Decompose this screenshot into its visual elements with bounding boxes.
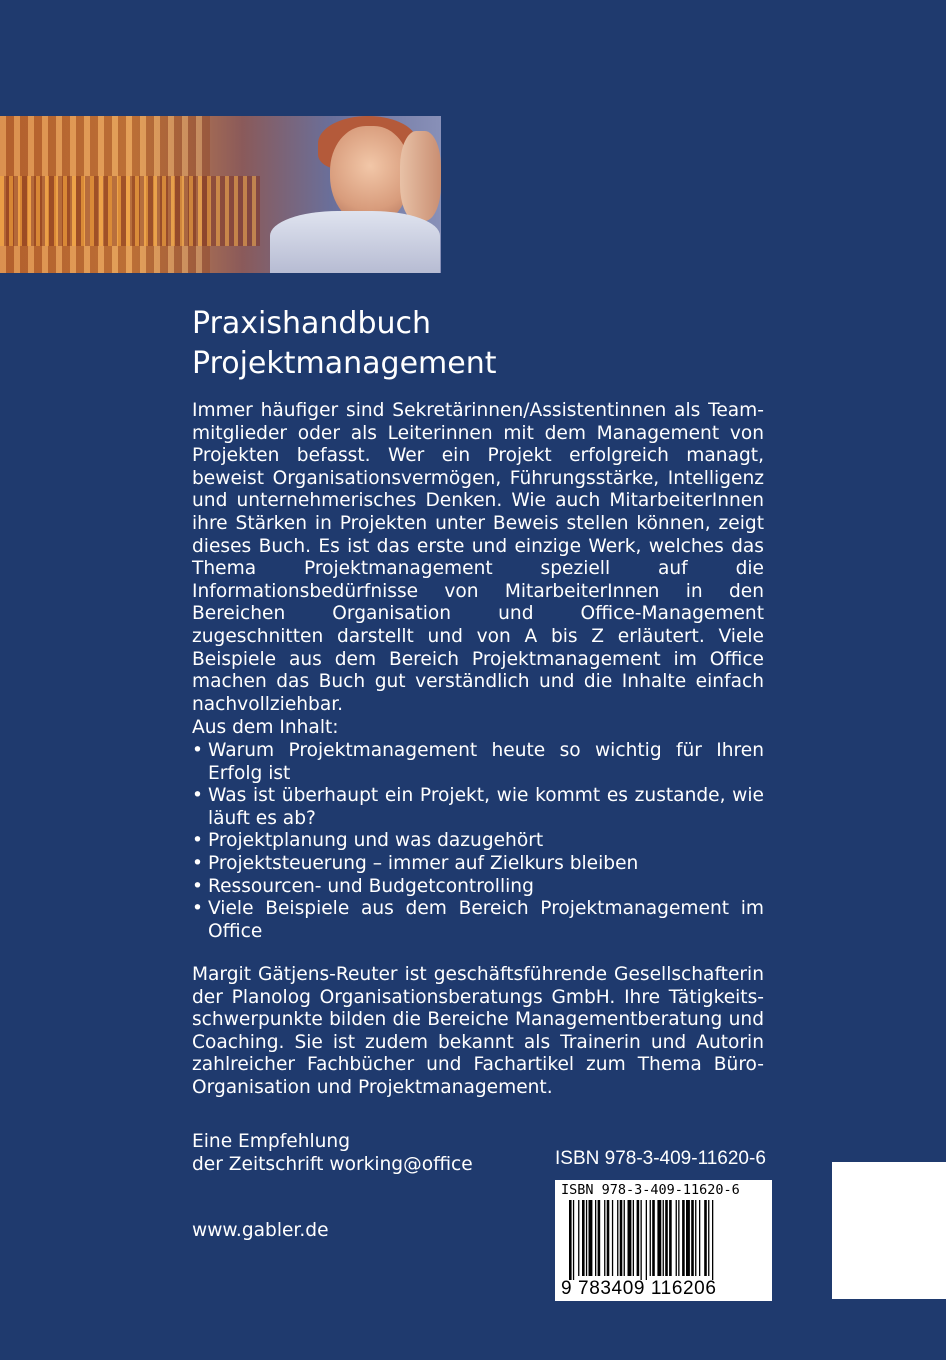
description-text: Immer häufiger sind Sekretärinnen/Assistentinnen als Teammitglieder oder als Leiterinnen mit dem Management von Projekten befasst. Wer ein Projekt erfolgreich managt, beweist Organisationsvermögen, Führungsstärke, Intelligenz und unternehmerisches Denken. Wie auch MitarbeiterInnen ihre Stärken in Projekten unter Beweis stellen können, zeigt dieses Buch. Es ist das erste und einzige Werk, welches das Thema Projektmanagement speziell auf die Informationsbedürfnisse von MitarbeiterInnen in den Bereichen Organisation und Office-Management zugeschnitten darstellt und von A bis Z erläutert. Viele Beispiele aus dem Bereich Projektmanagement im Office machen das Buch gut verständlich und die Inhalte einfach nachvollziehbar. — [192, 400, 764, 715]
barcode-bar — [708, 1200, 709, 1276]
list-item: • Warum Projektmanagement heute so wichtig für Ihren Erfolg ist — [192, 740, 764, 785]
title-line-2: Projektmanagement — [192, 346, 497, 381]
barcode-bar — [607, 1200, 610, 1276]
barcode-bar — [598, 1200, 601, 1276]
barcode-bar — [646, 1200, 647, 1280]
barcode-bar — [691, 1200, 694, 1276]
barcode-bar — [682, 1200, 685, 1276]
barcode-bar — [669, 1200, 672, 1276]
barcode-bar — [604, 1200, 605, 1276]
barcode-bar — [617, 1200, 618, 1276]
barcode-bar — [663, 1200, 664, 1276]
barcode-bar — [573, 1200, 574, 1280]
list-item: • Projektsteuerung – immer auf Zielkurs bleiben — [192, 853, 764, 876]
list-item: • Ressourcen- und Budgetcontrolling — [192, 876, 764, 899]
barcode-bar — [678, 1200, 679, 1276]
author-bio: Margit Gätjens-Reuter ist geschäftsführende Gesellschafterin der Planolog Organisationsberatungs GmbH. Ihre Tätigkeitsschwerpunkte bilden die Bereiche Managementberatung und Coaching. Sie ist zudem bekannt als Trainerin und Autorin zahlreicher Fachbücher und Fachartikel zum Thema Büro-Organisation und Projektmanagement. — [192, 964, 764, 1098]
book-title — [192, 304, 752, 384]
barcode-bar — [586, 1200, 587, 1276]
website-link[interactable]: www.gabler.de — [192, 1220, 329, 1241]
barcode-bar — [582, 1200, 585, 1276]
price-sticker-area — [832, 1162, 946, 1299]
barcode-bar — [633, 1200, 634, 1276]
list-item: • Viele Beispiele aus dem Bereich Projektmanagement im Office — [192, 898, 764, 943]
barcode-bar — [641, 1200, 642, 1280]
barcode-bar — [676, 1200, 677, 1276]
barcode-bar — [612, 1200, 613, 1276]
barcode-bar — [589, 1200, 593, 1276]
barcode-bar — [569, 1200, 572, 1280]
contents-list — [192, 740, 764, 943]
barcode-digits: 9 783409 116206 — [561, 1278, 717, 1299]
barcode-bar — [620, 1200, 623, 1276]
barcode — [555, 1180, 772, 1301]
list-item: • Projektplanung und was dazugehört — [192, 830, 764, 853]
barcode-bar — [695, 1200, 696, 1276]
barcode-bar — [686, 1200, 690, 1276]
recommendation — [192, 1130, 522, 1176]
recommendation-line-1: Eine Empfehlung — [192, 1131, 351, 1152]
barcode-bar — [650, 1200, 651, 1276]
list-item: • Was ist überhaupt ein Projekt, wie kommt es zustande, wie läuft es ab? — [192, 785, 764, 830]
cover-photo — [0, 116, 441, 273]
isbn-label: ISBN 978-3-409-11620-6 — [555, 1148, 766, 1169]
barcode-bar — [595, 1200, 596, 1276]
barcode-bars — [555, 1200, 772, 1280]
title-line-1: Praxishandbuch — [192, 306, 432, 341]
barcode-bar — [657, 1200, 661, 1276]
barcode-bar — [652, 1200, 655, 1276]
barcode-bar — [637, 1200, 640, 1276]
barcode-bar — [578, 1200, 579, 1276]
barcode-bar — [704, 1200, 707, 1276]
barcode-bar — [712, 1200, 713, 1280]
barcode-bar — [699, 1200, 700, 1276]
barcode-isbn-text: ISBN 978-3-409-11620-6 — [561, 1182, 740, 1198]
barcode-bar — [628, 1200, 632, 1276]
contents-heading: Aus dem Inhalt: — [192, 717, 339, 738]
recommendation-line-2: der Zeitschrift working@office — [192, 1154, 473, 1175]
barcode-bar — [624, 1200, 625, 1276]
barcode-bar — [665, 1200, 668, 1276]
